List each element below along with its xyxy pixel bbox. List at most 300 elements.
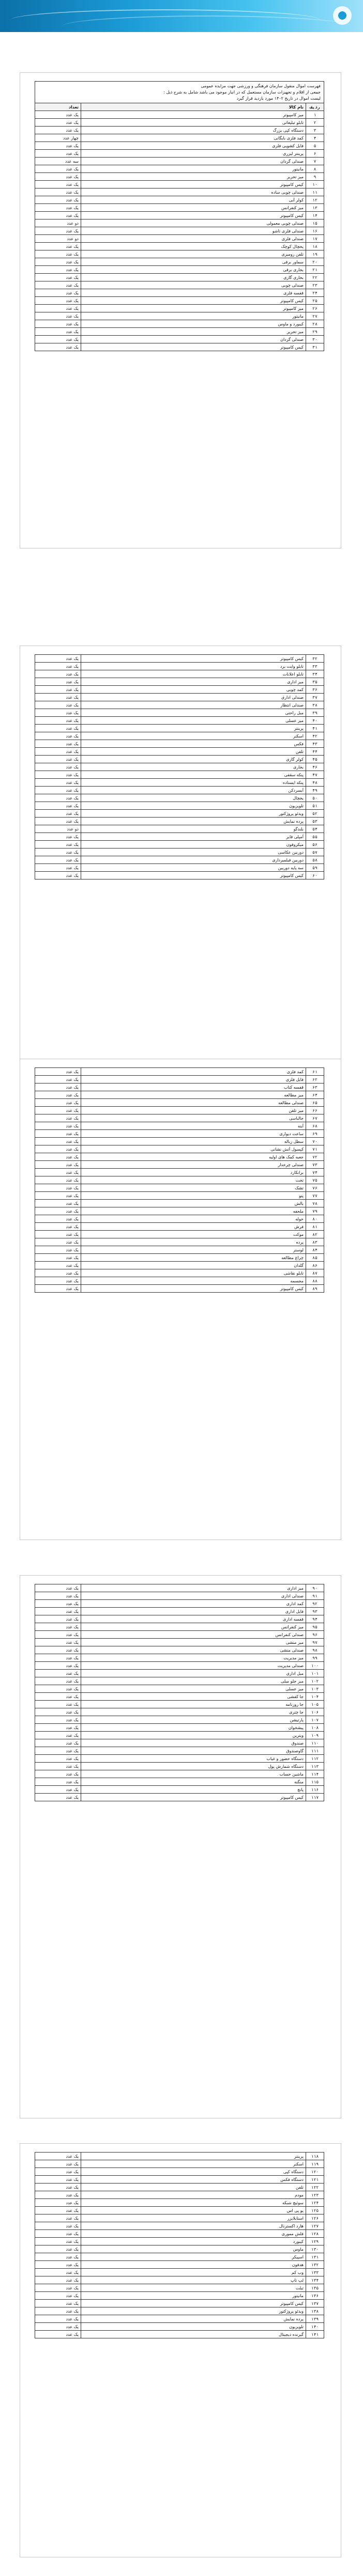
table-row bbox=[35, 670, 324, 678]
table-row bbox=[35, 1739, 324, 1747]
title-line: فهرست اموال منقول سازمان فرهنگی و ورزشی جهت مزایده عمومی bbox=[201, 84, 321, 88]
table-row bbox=[35, 2191, 324, 2199]
item-quantity: یک عدد bbox=[35, 701, 81, 709]
table-row bbox=[35, 717, 324, 725]
table-row bbox=[35, 274, 324, 281]
table-row bbox=[35, 1122, 324, 1130]
row-number: ۸۶ bbox=[306, 1262, 324, 1269]
row-number: ۱۱۵ bbox=[306, 1778, 324, 1786]
item-quantity: یک عدد bbox=[35, 1654, 81, 1662]
item-quantity: یک عدد bbox=[35, 1708, 81, 1716]
table-row bbox=[35, 1200, 324, 1207]
item-name: میز اداری bbox=[81, 678, 306, 686]
row-number: ۵۲ bbox=[306, 810, 324, 818]
table-row bbox=[35, 725, 324, 732]
item-name: تخت bbox=[81, 1176, 306, 1184]
table-row bbox=[35, 2238, 324, 2245]
row-number: ۶۳ bbox=[306, 1083, 324, 1091]
item-quantity: یک عدد bbox=[35, 173, 81, 181]
item-quantity: یک عدد bbox=[35, 2222, 81, 2230]
row-number: ۲۹ bbox=[306, 328, 324, 336]
item-quantity: یک عدد bbox=[35, 1662, 81, 1670]
item-quantity: یک عدد bbox=[35, 802, 81, 810]
row-number: ۹۸ bbox=[306, 1646, 324, 1654]
row-number: ۳۹ bbox=[306, 709, 324, 717]
row-number: ۱۳۲ bbox=[306, 2261, 324, 2269]
table-row bbox=[35, 1778, 324, 1786]
table-row bbox=[35, 1091, 324, 1099]
row-number: ۷۷ bbox=[306, 1192, 324, 1200]
item-quantity: یک عدد bbox=[35, 1246, 81, 1254]
table-row bbox=[35, 328, 324, 336]
table-row bbox=[35, 2292, 324, 2300]
item-name: دستگاه حضور و غیاب bbox=[81, 1755, 306, 1763]
item-quantity: یک عدد bbox=[35, 779, 81, 787]
item-quantity: یک عدد bbox=[35, 1716, 81, 1724]
table-row bbox=[35, 1677, 324, 1685]
row-number: ۶۲ bbox=[306, 1076, 324, 1083]
row-number: ۱۰۸ bbox=[306, 1724, 324, 1732]
item-quantity: یک عدد bbox=[35, 2253, 81, 2261]
item-name: تلویزیون bbox=[81, 2323, 306, 2331]
item-quantity: یک عدد bbox=[35, 1670, 81, 1677]
row-number: ۹۷ bbox=[306, 1639, 324, 1646]
row-number: ۵ bbox=[306, 142, 324, 150]
item-name: تلفن رومیزی bbox=[81, 250, 306, 258]
item-name: ماوس bbox=[81, 2245, 306, 2253]
item-name: یو پی اس bbox=[81, 2207, 306, 2214]
table-row bbox=[35, 678, 324, 686]
item-name: کمد اداری bbox=[81, 1600, 306, 1608]
table-row bbox=[35, 2207, 324, 2214]
item-name: کیس کامپیوتر bbox=[81, 1794, 306, 1801]
table-row bbox=[35, 655, 324, 663]
table-row bbox=[35, 1130, 324, 1138]
row-number: ۲۵ bbox=[306, 297, 324, 305]
item-quantity: یک عدد bbox=[35, 336, 81, 343]
row-number: ۱۲۹ bbox=[306, 2238, 324, 2245]
table-row bbox=[35, 1192, 324, 1200]
item-name: کمد فلزی بایگانی bbox=[81, 134, 306, 142]
item-name: کیبورد bbox=[81, 2238, 306, 2245]
item-quantity: یک عدد bbox=[35, 189, 81, 196]
item-name: صندلی گردان bbox=[81, 158, 306, 165]
item-quantity: یک عدد bbox=[35, 1701, 81, 1708]
item-quantity: یک عدد bbox=[35, 243, 81, 250]
item-quantity: یک عدد bbox=[35, 686, 81, 694]
item-name: تلویزیون bbox=[81, 802, 306, 810]
row-number: ۱۳۸ bbox=[306, 2307, 324, 2315]
item-name: مبل راحتی bbox=[81, 709, 306, 717]
table-row bbox=[35, 1662, 324, 1670]
item-name: مبل اداری bbox=[81, 1670, 306, 1677]
item-name: تابلو اعلانات bbox=[81, 670, 306, 678]
item-name: وب کم bbox=[81, 2269, 306, 2276]
item-quantity: یک عدد bbox=[35, 1114, 81, 1122]
table-row bbox=[35, 740, 324, 748]
row-number: ۲۳ bbox=[306, 281, 324, 289]
table-row bbox=[35, 2253, 324, 2261]
item-quantity: یک عدد bbox=[35, 1770, 81, 1778]
row-number: ۱۱۳ bbox=[306, 1763, 324, 1770]
item-name: فایل اداری bbox=[81, 1608, 306, 1615]
item-name: استابلایزر bbox=[81, 2214, 306, 2222]
row-number: ۱۰۳ bbox=[306, 1685, 324, 1693]
items-table bbox=[35, 1584, 324, 1801]
item-name: تشک bbox=[81, 1184, 306, 1192]
table-row bbox=[35, 1153, 324, 1161]
row-number: ۸۷ bbox=[306, 1269, 324, 1277]
row-number: ۶۵ bbox=[306, 1099, 324, 1107]
items-table bbox=[35, 1067, 324, 1293]
item-quantity: یک عدد bbox=[35, 1068, 81, 1076]
table-row bbox=[35, 787, 324, 794]
item-quantity: یک عدد bbox=[35, 1677, 81, 1685]
table-row bbox=[35, 2245, 324, 2253]
row-number: ۵۹ bbox=[306, 864, 324, 872]
item-quantity: یک عدد bbox=[35, 740, 81, 748]
item-name: کیس کامپیوتر bbox=[81, 1285, 306, 1293]
item-name: صندلی فلزی bbox=[81, 235, 306, 243]
item-name: اسپیکر bbox=[81, 2253, 306, 2261]
table-row bbox=[35, 1670, 324, 1677]
item-quantity: یک عدد bbox=[35, 1207, 81, 1215]
row-number: ۳۸ bbox=[306, 701, 324, 709]
table-row bbox=[35, 2307, 324, 2315]
item-quantity: یک عدد bbox=[35, 670, 81, 678]
row-number: ۹۵ bbox=[306, 1623, 324, 1631]
item-name: دوربین فیلمبرداری bbox=[81, 856, 306, 864]
item-quantity: یک عدد bbox=[35, 250, 81, 258]
row-number: ۷۹ bbox=[306, 1207, 324, 1215]
row-number: ۱۵ bbox=[306, 219, 324, 227]
row-number: ۷۳ bbox=[306, 1161, 324, 1169]
item-quantity: یک عدد bbox=[35, 1200, 81, 1207]
item-name: صندلی چرخدار bbox=[81, 1161, 306, 1169]
row-number: ۱۱۸ bbox=[306, 2153, 324, 2160]
table-row bbox=[35, 250, 324, 258]
title-line: لیست اموال در تاریخ ۱۴۰۲ مورد بازدید قرار گیرد bbox=[236, 96, 321, 101]
item-quantity: یک عدد bbox=[35, 1145, 81, 1153]
item-name: تبلت bbox=[81, 2284, 306, 2292]
item-quantity: یک عدد bbox=[35, 1130, 81, 1138]
item-name: صندلی گردان bbox=[81, 336, 306, 343]
row-number: ۴۳ bbox=[306, 740, 324, 748]
item-name: کیس کامپیوتر bbox=[81, 872, 306, 879]
item-name: سه پایه دوربین bbox=[81, 864, 306, 872]
item-name: میز کامپیوتر bbox=[81, 111, 306, 119]
item-name: فکس bbox=[81, 740, 306, 748]
row-number: ۱۱۷ bbox=[306, 1794, 324, 1801]
item-quantity: یک عدد bbox=[35, 1615, 81, 1623]
item-quantity: یک عدد bbox=[35, 694, 81, 701]
row-number: ۹۴ bbox=[306, 1615, 324, 1623]
row-number: ۸۳ bbox=[306, 1238, 324, 1246]
item-name: کیس کامپیوتر bbox=[81, 343, 306, 351]
item-quantity: یک عدد bbox=[35, 1685, 81, 1693]
row-number: ۵۴ bbox=[306, 825, 324, 833]
item-quantity: یک عدد bbox=[35, 833, 81, 841]
item-quantity: یک عدد bbox=[35, 127, 81, 134]
row-number: ۵۷ bbox=[306, 849, 324, 856]
item-name: سطل زباله bbox=[81, 1138, 306, 1145]
header-banner bbox=[0, 0, 363, 32]
row-number: ۸۲ bbox=[306, 1231, 324, 1238]
row-number: ۱۶ bbox=[306, 227, 324, 235]
item-quantity: یک عدد bbox=[35, 810, 81, 818]
item-quantity: یک عدد bbox=[35, 763, 81, 771]
item-quantity: دو عدد bbox=[35, 219, 81, 227]
row-number: ۱۱۹ bbox=[306, 2160, 324, 2168]
row-number: ۳۷ bbox=[306, 694, 324, 701]
item-name: میز تحریر bbox=[81, 173, 306, 181]
row-number: ۱۲۳ bbox=[306, 2191, 324, 2199]
row-number: ۱ bbox=[306, 111, 324, 119]
item-quantity: یک عدد bbox=[35, 1693, 81, 1701]
table-row bbox=[35, 336, 324, 343]
item-name: اسکنر bbox=[81, 732, 306, 740]
row-number: ۲۱ bbox=[306, 266, 324, 274]
item-quantity: یک عدد bbox=[35, 2276, 81, 2284]
item-name: پیشخوان bbox=[81, 1724, 306, 1732]
table-row bbox=[35, 281, 324, 289]
item-name: صندلی اداری bbox=[81, 1592, 306, 1600]
item-quantity: یک عدد bbox=[35, 709, 81, 717]
row-number: ۴ bbox=[306, 134, 324, 142]
item-name: کمد فلزی bbox=[81, 1068, 306, 1076]
table-row bbox=[35, 1269, 324, 1277]
row-number: ۵۰ bbox=[306, 794, 324, 802]
item-name: کپسول آتش نشانی bbox=[81, 1145, 306, 1153]
item-quantity: یک عدد bbox=[35, 204, 81, 212]
item-quantity: یک عدد bbox=[35, 1608, 81, 1615]
item-quantity: یک عدد bbox=[35, 2160, 81, 2168]
item-name: کیس کامپیوتر bbox=[81, 212, 306, 219]
item-quantity: یک عدد bbox=[35, 2184, 81, 2191]
table-row bbox=[35, 763, 324, 771]
table-row bbox=[35, 2331, 324, 2338]
table-row bbox=[35, 1716, 324, 1724]
table-row bbox=[35, 1223, 324, 1231]
item-name: دوربین عکاسی bbox=[81, 849, 306, 856]
table-row bbox=[35, 181, 324, 189]
item-name: بخاری bbox=[81, 763, 306, 771]
item-name: برانکارد bbox=[81, 1169, 306, 1176]
item-quantity: یک عدد bbox=[35, 181, 81, 189]
item-quantity: یک عدد bbox=[35, 1161, 81, 1169]
table-row bbox=[35, 802, 324, 810]
table-row bbox=[35, 235, 324, 243]
item-quantity: یک عدد bbox=[35, 2300, 81, 2307]
table-row bbox=[35, 2284, 324, 2292]
row-number: ۳۵ bbox=[306, 678, 324, 686]
table-row bbox=[35, 189, 324, 196]
item-quantity: یک عدد bbox=[35, 1724, 81, 1732]
table-row bbox=[35, 1161, 324, 1169]
item-quantity: سه عدد bbox=[35, 158, 81, 165]
item-name: صندلی چوبی معمولی bbox=[81, 219, 306, 227]
item-quantity: یک عدد bbox=[35, 2176, 81, 2184]
table-row bbox=[35, 810, 324, 818]
item-quantity: یک عدد bbox=[35, 841, 81, 849]
row-number: ۴۹ bbox=[306, 787, 324, 794]
item-quantity: یک عدد bbox=[35, 756, 81, 763]
item-name: صندلی اداری bbox=[81, 694, 306, 701]
table-row bbox=[35, 663, 324, 670]
table-row bbox=[35, 1238, 324, 1246]
item-name: صندلی چوبی bbox=[81, 281, 306, 289]
table-row bbox=[35, 1608, 324, 1615]
item-name: بلندگو bbox=[81, 825, 306, 833]
table-row bbox=[35, 756, 324, 763]
item-name: آینه bbox=[81, 1122, 306, 1130]
table-row bbox=[35, 818, 324, 825]
row-number: ۸۴ bbox=[306, 1246, 324, 1254]
table-row bbox=[35, 1646, 324, 1654]
table-row bbox=[35, 1145, 324, 1153]
row-number: ۱۴۰ bbox=[306, 2323, 324, 2331]
row-number: ۹۳ bbox=[306, 1608, 324, 1615]
item-quantity: یک عدد bbox=[35, 2199, 81, 2207]
table-row bbox=[35, 1262, 324, 1269]
item-quantity: یک عدد bbox=[35, 227, 81, 235]
row-number: ۱۲۱ bbox=[306, 2176, 324, 2184]
item-name: پنکه سقفی bbox=[81, 771, 306, 779]
row-number: ۸۱ bbox=[306, 1223, 324, 1231]
item-name: میز عسلی bbox=[81, 1685, 306, 1693]
item-quantity: یک عدد bbox=[35, 2153, 81, 2160]
item-name: پانچ bbox=[81, 1786, 306, 1794]
item-quantity: یک عدد bbox=[35, 1184, 81, 1192]
item-name: تلفن bbox=[81, 748, 306, 756]
table-row bbox=[35, 1207, 324, 1215]
row-number: ۷۴ bbox=[306, 1169, 324, 1176]
item-name: پرده bbox=[81, 1238, 306, 1246]
item-quantity: یک عدد bbox=[35, 119, 81, 127]
row-number: ۷۲ bbox=[306, 1153, 324, 1161]
item-quantity: یک عدد bbox=[35, 1254, 81, 1262]
row-number: ۱۲ bbox=[306, 196, 324, 204]
row-number: ۱۳ bbox=[306, 204, 324, 212]
document-page-1 bbox=[20, 72, 341, 548]
row-number: ۲۸ bbox=[306, 320, 324, 328]
item-name: مانیتور bbox=[81, 312, 306, 320]
table-row bbox=[35, 2222, 324, 2230]
table-row bbox=[35, 1277, 324, 1285]
item-quantity: یک عدد bbox=[35, 1076, 81, 1083]
table-row bbox=[35, 1639, 324, 1646]
item-name: دستگاه فکس bbox=[81, 2176, 306, 2184]
row-number: ۱۰۰ bbox=[306, 1662, 324, 1670]
row-number: ۲۶ bbox=[306, 305, 324, 312]
item-name: میز منشی bbox=[81, 1639, 306, 1646]
row-number: ۱۰۷ bbox=[306, 1716, 324, 1724]
item-quantity: یک عدد bbox=[35, 1122, 81, 1130]
row-number: ۴۲ bbox=[306, 732, 324, 740]
item-name: سماور برقی bbox=[81, 258, 306, 266]
table-row bbox=[35, 856, 324, 864]
item-quantity: یک عدد bbox=[35, 1223, 81, 1231]
item-quantity: یک عدد bbox=[35, 1285, 81, 1293]
row-number: ۳۳ bbox=[306, 663, 324, 670]
table-row bbox=[35, 1623, 324, 1631]
item-quantity: یک عدد bbox=[35, 1107, 81, 1114]
row-number: ۶۱ bbox=[306, 1068, 324, 1076]
table-row bbox=[35, 289, 324, 297]
table-row bbox=[35, 1215, 324, 1223]
table-row bbox=[35, 2300, 324, 2307]
item-name: پرینتر bbox=[81, 725, 306, 732]
row-number: ۴۵ bbox=[306, 756, 324, 763]
item-quantity: یک عدد bbox=[35, 2315, 81, 2323]
item-quantity: یک عدد bbox=[35, 1238, 81, 1246]
item-name: کیبورد و ماوس bbox=[81, 320, 306, 328]
item-name: کمد چوبی bbox=[81, 686, 306, 694]
item-quantity: دو عدد bbox=[35, 825, 81, 833]
table-row bbox=[35, 1693, 324, 1701]
document-title-block bbox=[35, 81, 324, 104]
item-name: میز کامپیوتر bbox=[81, 305, 306, 312]
items-table bbox=[35, 654, 324, 879]
row-number: ۴۱ bbox=[306, 725, 324, 732]
row-number: ۱۸ bbox=[306, 243, 324, 250]
table-row bbox=[35, 1615, 324, 1623]
row-number: ۳۲ bbox=[306, 655, 324, 663]
table-row bbox=[35, 701, 324, 709]
item-quantity: یک عدد bbox=[35, 2261, 81, 2269]
item-name: فایل فلزی bbox=[81, 1076, 306, 1083]
item-name: دستگاه شمارش پول bbox=[81, 1763, 306, 1770]
item-name: مانیتور bbox=[81, 2292, 306, 2300]
row-number: ۹۶ bbox=[306, 1631, 324, 1639]
document-page-2 bbox=[20, 646, 341, 1122]
row-number: ۱۷ bbox=[306, 235, 324, 243]
item-name: کیس کامپیوتر bbox=[81, 655, 306, 663]
row-number: ۸۹ bbox=[306, 1285, 324, 1293]
table-row bbox=[35, 825, 324, 833]
table-row bbox=[35, 158, 324, 165]
row-number: ۴۴ bbox=[306, 748, 324, 756]
row-number: ۹۲ bbox=[306, 1600, 324, 1608]
column-header-num: ردیف bbox=[306, 103, 324, 111]
item-quantity: یک عدد bbox=[35, 196, 81, 204]
items-table bbox=[35, 103, 324, 351]
table-row bbox=[35, 864, 324, 872]
item-quantity: یک عدد bbox=[35, 266, 81, 274]
item-quantity: یک عدد bbox=[35, 1600, 81, 1608]
table-row bbox=[35, 2261, 324, 2269]
row-number: ۷۰ bbox=[306, 1138, 324, 1145]
row-number: ۱۰۴ bbox=[306, 1693, 324, 1701]
row-number: ۶۰ bbox=[306, 872, 324, 879]
table-row bbox=[35, 150, 324, 158]
item-quantity: یک عدد bbox=[35, 1755, 81, 1763]
table-row bbox=[35, 297, 324, 305]
item-name: جعبه کمک های اولیه bbox=[81, 1153, 306, 1161]
row-number: ۱۳۰ bbox=[306, 2245, 324, 2253]
item-quantity: یک عدد bbox=[35, 320, 81, 328]
item-name: کیس کامپیوتر bbox=[81, 297, 306, 305]
item-name: صندوق bbox=[81, 1739, 306, 1747]
table-row bbox=[35, 173, 324, 181]
item-quantity: یک عدد bbox=[35, 2238, 81, 2245]
row-number: ۱۳۱ bbox=[306, 2253, 324, 2261]
item-quantity: یک عدد bbox=[35, 1786, 81, 1794]
table-row bbox=[35, 1732, 324, 1739]
document-page-5 bbox=[20, 2143, 341, 2557]
table-row bbox=[35, 119, 324, 127]
item-quantity: یک عدد bbox=[35, 274, 81, 281]
